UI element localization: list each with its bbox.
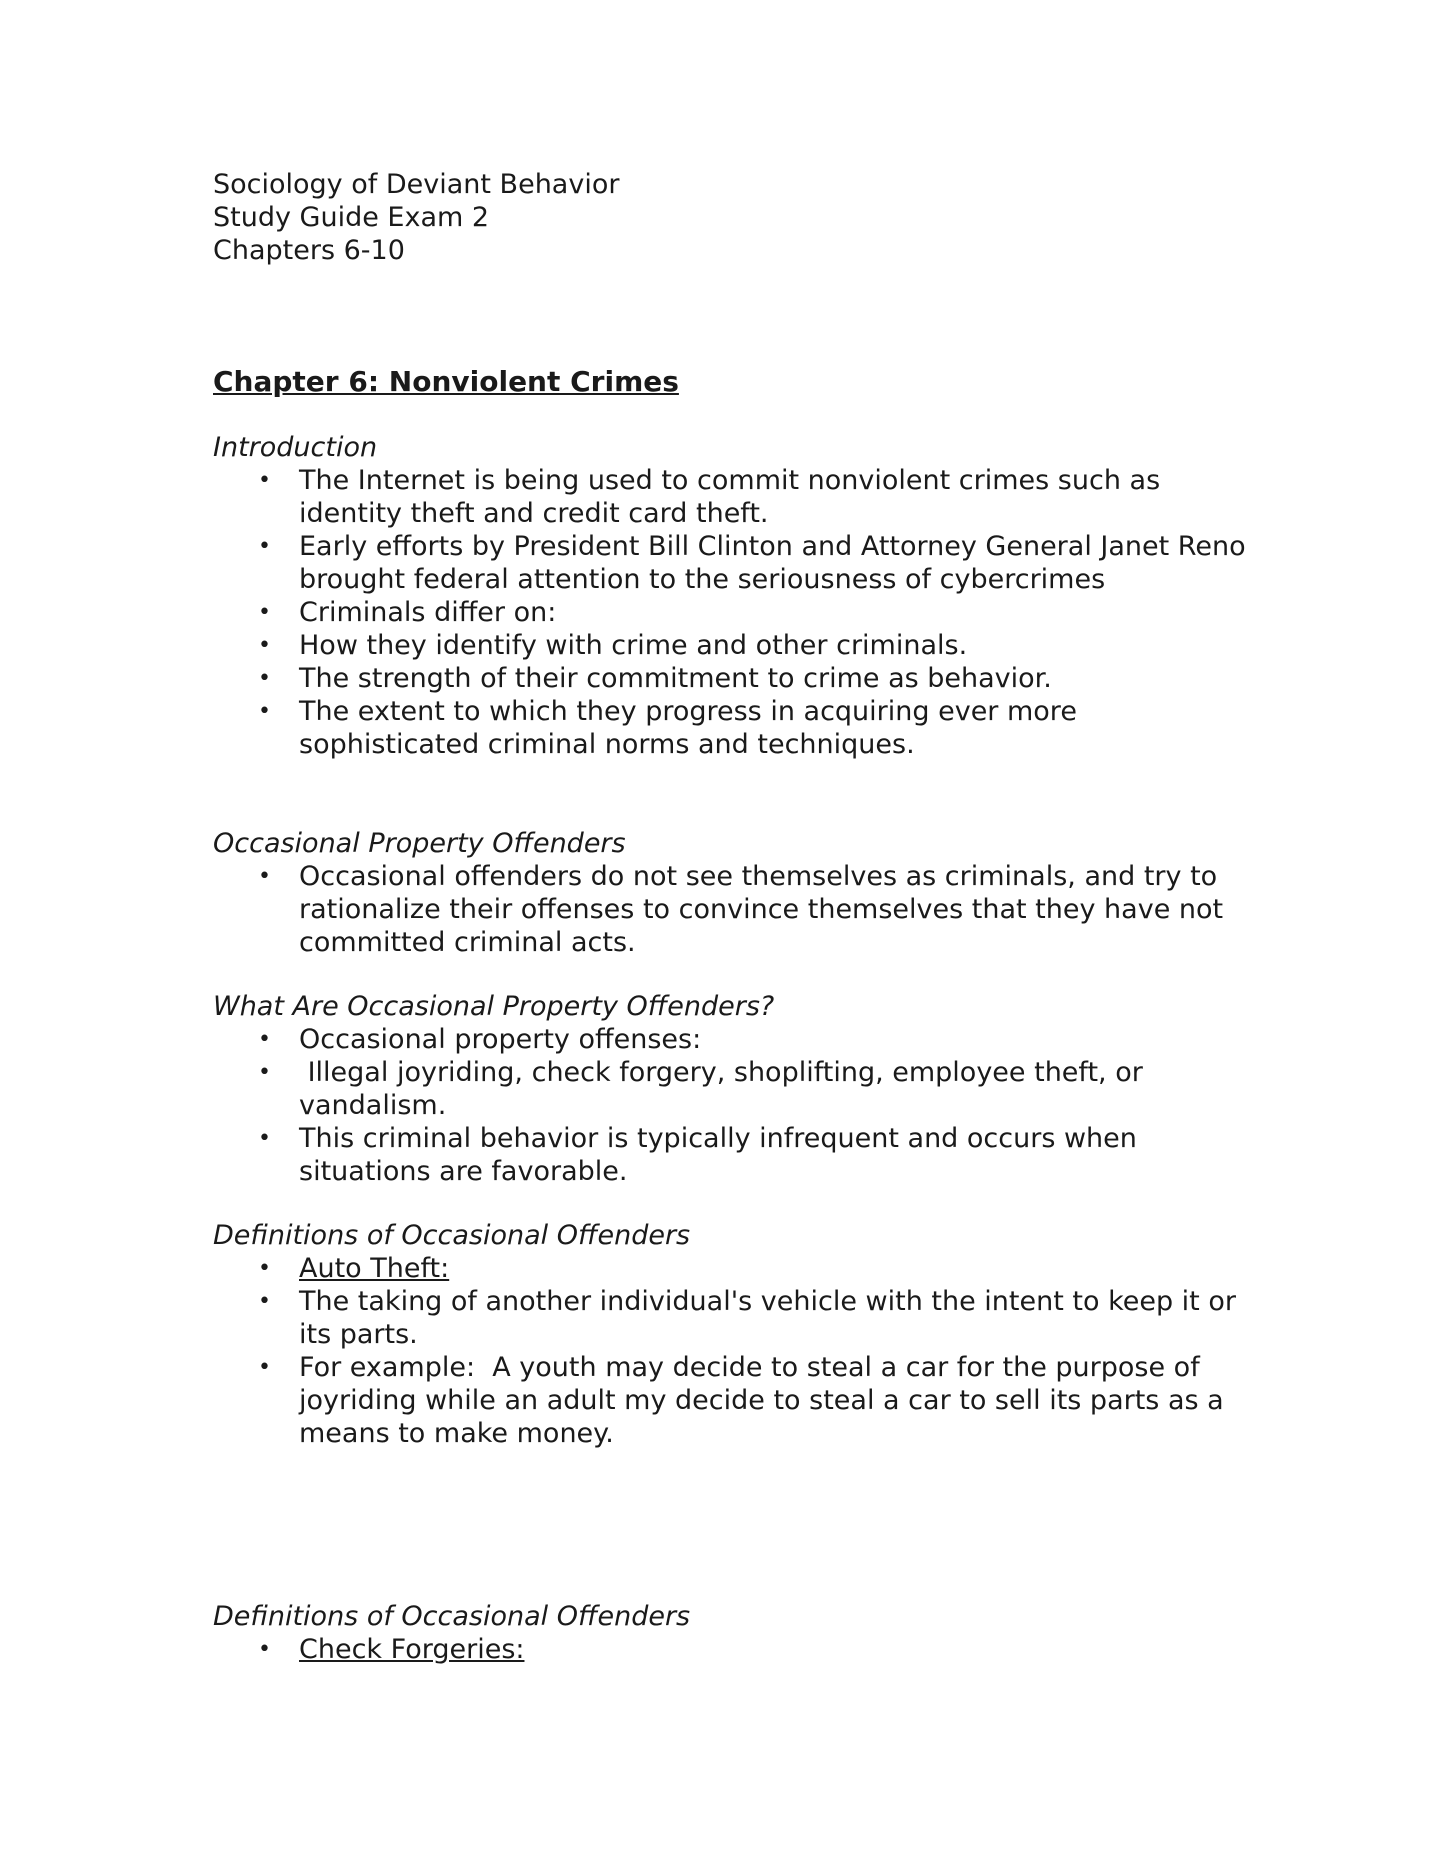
list-item [258, 860, 1253, 959]
bullet-icon: • [258, 1637, 271, 1662]
bullet-icon: • [258, 1060, 271, 1085]
bullet-icon: • [258, 1126, 271, 1151]
bullet-icon: • [258, 1256, 271, 1281]
list-item [258, 1122, 1253, 1188]
list-item-text: The extent to which they progress in acquiring ever more sophisticated criminal norms and techniques. [299, 696, 1077, 760]
list-item-text: Occasional offenders do not see themselves as criminals, and try to rationalize their offenses to convince themselves that they have not committed criminal acts. [299, 861, 1224, 958]
list-item [258, 1351, 1253, 1450]
bullet-list [213, 860, 1253, 959]
bullet-icon: • [258, 633, 271, 658]
bullet-icon: • [258, 699, 271, 724]
bullet-icon: • [258, 534, 271, 559]
list-item [258, 530, 1253, 596]
section-what-are [213, 990, 1253, 1188]
guide-title: Study Guide Exam 2 [213, 202, 490, 233]
section-definitions-check-forgeries [213, 1600, 1253, 1666]
section-introduction [213, 431, 1253, 761]
list-item-text: Occasional property offenses: [299, 1024, 702, 1055]
list-item-text: Criminals differ on: [299, 597, 557, 628]
chapter-title: Chapter 6: Nonviolent Crimes [213, 365, 679, 398]
list-item-text: The Internet is being used to commit nonviolent crimes such as identity theft and credit card theft. [299, 465, 1161, 529]
bullet-list [213, 1023, 1253, 1188]
section-heading: What Are Occasional Property Offenders? [213, 991, 775, 1022]
bullet-icon: • [258, 666, 271, 691]
document-header [213, 168, 1253, 267]
list-item [258, 662, 1253, 695]
list-item-text: This criminal behavior is typically infrequent and occurs when situations are favorable. [299, 1123, 1137, 1187]
list-item-text: Illegal joyriding, check forgery, shoplifting, employee theft, or vandalism. [299, 1057, 1152, 1121]
list-item-text: The strength of their commitment to crime as behavior. [299, 663, 1052, 694]
bullet-icon: • [258, 1027, 271, 1052]
list-item [258, 1252, 1253, 1285]
list-item-text: For example: A youth may decide to steal a car for the purpose of joyriding while an adult my decide to steal a car to sell its parts as a means to make money. [299, 1352, 1233, 1449]
list-item [258, 1023, 1253, 1056]
bullet-list [213, 464, 1253, 761]
list-item [258, 464, 1253, 530]
bullet-icon: • [258, 1289, 271, 1314]
document-page [213, 168, 1253, 1666]
section-heading: Occasional Property Offenders [213, 828, 626, 859]
bullet-icon: • [258, 600, 271, 625]
bullet-icon: • [258, 864, 271, 889]
bullet-list [213, 1633, 1253, 1666]
bullet-icon: • [258, 468, 271, 493]
section-heading: Introduction [213, 432, 378, 463]
section-definitions-auto-theft [213, 1219, 1253, 1450]
list-item-text: How they identify with crime and other criminals. [299, 630, 968, 661]
list-item [258, 1285, 1253, 1351]
section-occasional-offenders [213, 827, 1253, 959]
list-item [258, 596, 1253, 629]
section-heading: Definitions of Occasional Offenders [213, 1601, 691, 1632]
bullet-icon: • [258, 1355, 271, 1380]
course-title: Sociology of Deviant Behavior [213, 169, 620, 200]
list-item [258, 695, 1253, 761]
list-item [258, 1056, 1253, 1122]
list-item-text: Auto Theft: [299, 1253, 450, 1284]
list-item-text: Early efforts by President Bill Clinton and Attorney General Janet Reno brought federal attention to the seriousness of cybercrimes [299, 531, 1246, 595]
list-item [258, 1633, 1253, 1666]
list-item-text: The taking of another individual's vehicle with the intent to keep it or its parts. [299, 1286, 1236, 1350]
chapters-range: Chapters 6-10 [213, 235, 405, 266]
list-item [258, 629, 1253, 662]
section-heading: Definitions of Occasional Offenders [213, 1220, 691, 1251]
bullet-list [213, 1252, 1253, 1450]
list-item-text: Check Forgeries: [299, 1634, 525, 1665]
